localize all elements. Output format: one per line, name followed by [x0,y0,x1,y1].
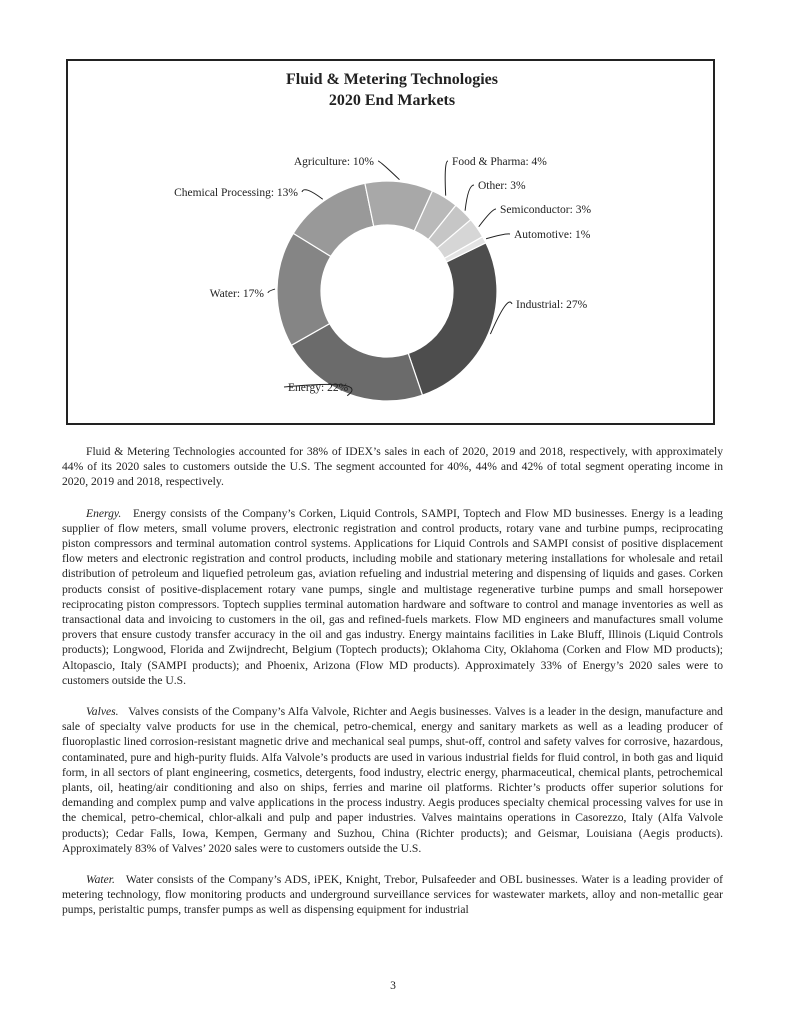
chart-title: Fluid & Metering Technologies [286,71,498,88]
slice-label: Chemical Processing: 13% [174,187,298,199]
page-number: 3 [390,979,396,992]
slice-label: Industrial: 27% [516,299,588,311]
valves-paragraph [62,704,723,856]
water-paragraph [62,872,723,918]
slice-label: Other: 3% [478,180,526,192]
slice-label: Automotive: 1% [514,229,591,241]
slice-label: Agriculture: 10% [293,156,374,168]
water-lead: Water. [86,873,115,887]
slice-label: Energy: 22% [288,382,349,394]
body-text [62,444,723,934]
slice-label: Semiconductor: 3% [500,204,592,216]
energy-lead: Energy. [86,506,122,520]
end-markets-chart [66,59,715,425]
energy-text: Energy consists of the Company’s Corken, Liquid Controls, SAMPI, Toptech and Flow MD businesses. Energy is a leading supplier of flow meters, small volume provers, electronic registration and control products, rotary vane and turbine pumps, reciprocating piston compressors and terminal automation control systems. Applications for Liquid Controls and SAMPI consist of positive displacement flow meters and electronic registration and control products, including mobile and stationary metering installations for wholesale and retail distribution of petroleum and liquefied petroleum gas, aviation refueling and industrial metering and dispensing of liquids and gases. Corken products consist of positive-displacement rotary vane pumps, single and multistage regenerative turbine pumps and small horsepower reciprocating piston compressors. Toptech supplies terminal automation hardware and software to control and manage inventories as well as transactional data and invoicing to customers in the oil, gas and refined-fuels markets. Flow MD engineers and manufactures small volume provers that ensure custody transfer accuracy in the oil and gas industry. Energy maintains facilities in Lake Bluff, Illinois (Liquid Controls products); Longwood, Florida and Zwijndrecht, Belgium (Toptech products); Oklahoma City, Oklahoma (Corken and Flow MD products); Altopascio, Italy (SAMPI products); and Phoenix, Arizona (Flow MD products). Approximately 33% of Energy’s 2020 sales were to customers outside the U.S. [62,506,723,687]
leader-line [378,161,399,180]
donut-chart-svg [68,61,713,423]
intro-paragraph: Fluid & Metering Technologies accounted for 38% of IDEX’s sales in each of 2020, 2019 and 2018, respectively, with approximately 44% of its 2020 sales to customers outside the U.S. The segment accounted for 40%, 44% and 42% of total segment operating income in 2020, 2019 and 2018, respectively. [62,445,723,489]
valves-lead: Valves. [86,705,119,719]
leader-line [479,209,496,227]
chart-subtitle: 2020 End Markets [328,92,456,109]
slice-industrial [408,243,497,395]
slice-label: Food & Pharma: 4% [452,156,547,168]
leader-line [486,234,510,239]
water-text: Water consists of the Company’s ADS, iPEK, Knight, Trebor, Pulsafeeder and OBL businesses. Water is a leading provider of metering technology, flow monitoring products and underground surveillance services for wastewater markets, alloy and non-metallic gear pumps, peristaltic pumps, transfer pumps as well as dispensing equipment for industrial [62,873,723,917]
energy-paragraph [62,506,723,688]
leader-line [465,185,474,211]
leader-line [268,289,275,293]
slice-label: Water: 17% [209,288,264,300]
leader-line [302,190,323,200]
valves-text: Valves consists of the Company’s Alfa Valvole, Richter and Aegis businesses. Valves is a leader in the design, manufacture and sale of specialty valve products for use in the chemical, petro-chemical, energy and sanitary markets as well as a leading producer of fluoroplastic lined corrosion-resistant magnetic drive and mechanical seal pumps, shut-off, control and safety valves for corrosive, hazardous, contaminated, pure and high-purity fluids. Alfa Valvole’s products are used in various industrial fields for fluid control, in both gas and liquid form, in all sectors of plant engineering, cosmetics, detergents, food industry, electric energy, pharmaceutical, chemical plants, petrochemical plants, oil, heating/air conditioning and also on ships, ferries and marine oil platforms. Richter’s products offer superior solutions for demanding and complex pump and valve applications in the process industry. Aegis produces specialty chemical processing valves for use in the chemical, petro-chemical, chlor-alkali and pulp and paper industries. Valves maintains operations in Casorezzo, Italy (Alfa Valvole products); Cedar Falls, Iowa, Kempen, Germany and Suzhou, China (Richter products); and Geismar, Louisiana (Aegis products). Approximately 83% of Valves’ 2020 sales were to customers outside the U.S. [62,705,723,855]
leader-line [445,161,448,196]
